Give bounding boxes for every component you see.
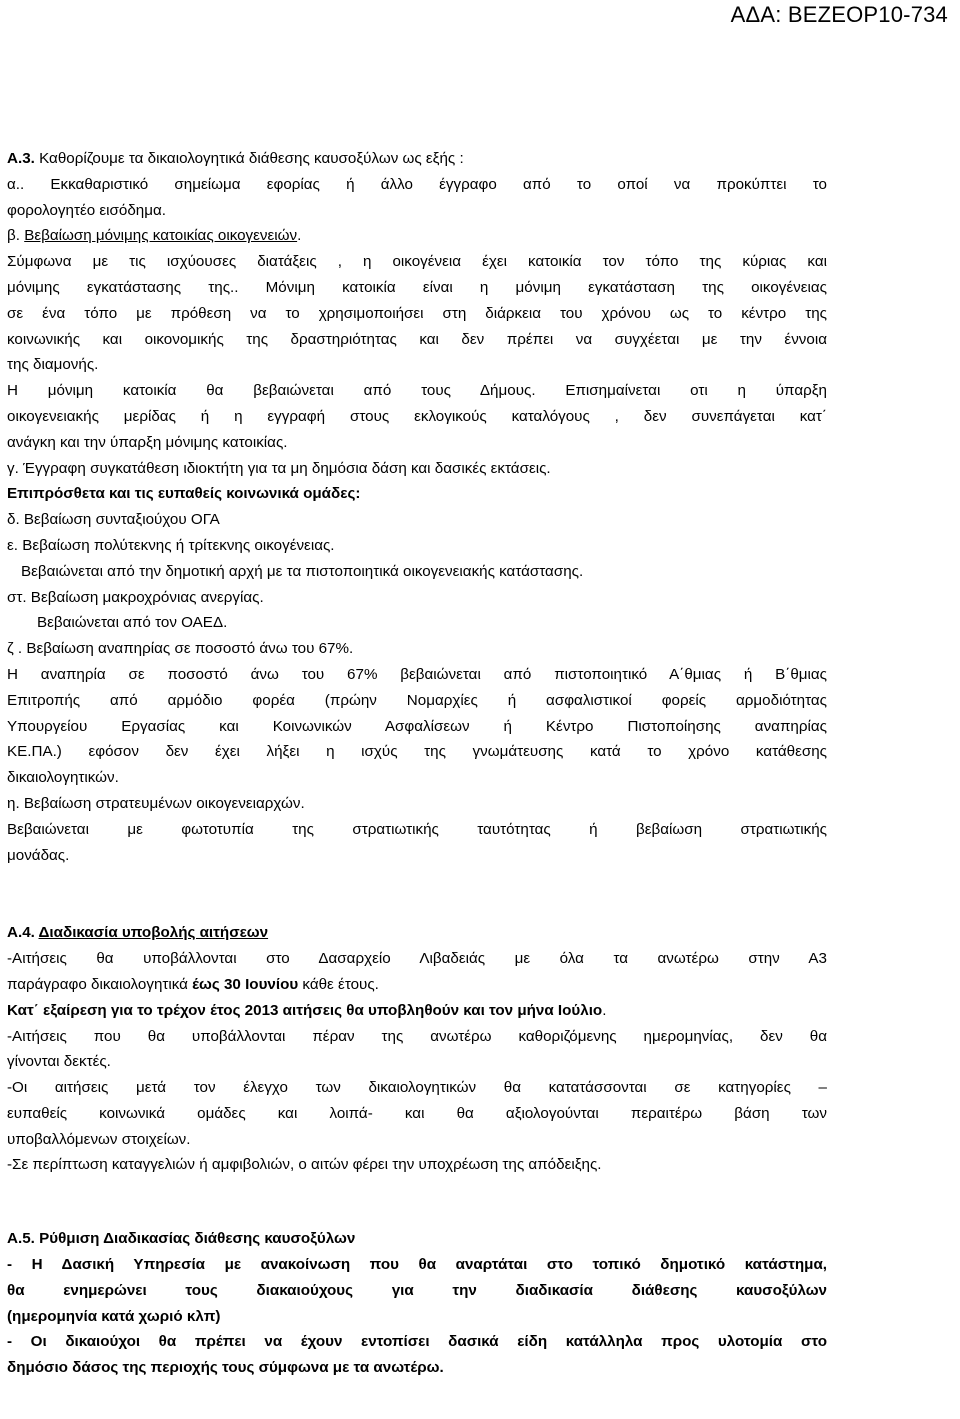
a5-line4: - Οι δικαιούχοι θα πρέπει να έχουν εντοπίσει δασικά είδη κατάλληλα προς υλοτομία στο: [7, 1333, 827, 1351]
item-epsilon: ε. Βεβαίωση πολύτεκνης ή τρίτεκνης οικογένειας.: [7, 536, 335, 554]
item-st: στ. Βεβαίωση μακροχρόνιας ανεργίας.: [7, 588, 264, 606]
section-a4-title: Διαδικασία υποβολής αιτήσεων: [38, 924, 269, 942]
disability-line2: Επιτροπής από αρμόδιο φορέα (πρώην Νομαρχίες ή ασφαλιστικοί φορείς αρμοδιότητας: [7, 691, 827, 709]
section-a5-heading: [7, 1226, 827, 1252]
section-a4-number: Α.4.: [7, 924, 35, 942]
item-beta-title: Βεβαίωση μόνιμης κατοικίας οικογενειών: [24, 227, 298, 245]
section-a5-number: Α.5.: [7, 1230, 35, 1248]
vulnerable-groups-heading: Επιπρόσθετα και τις ευπαθείς κοινωνικά ομάδες:: [7, 485, 361, 503]
a4-exception: [7, 998, 827, 1024]
item-epsilon-note: Βεβαιώνεται από την δημοτική αρχή με τα πιστοποιητικά οικογενειακής κατάστασης.: [21, 562, 584, 580]
residence-p1-line2: μόνιμης εγκατάστασης της.. Μόνιμη κατοικία είναι η μόνιμη εγκατάσταση της οικογένειας: [7, 278, 827, 296]
a5-line3: (ημερομηνία κατά χωριό κλπ): [7, 1307, 221, 1325]
a4-p3-line1: -Οι αιτήσεις μετά τον έλεγχο των δικαιολογητικών θα κατατάσσονται σε κατηγορίες –: [7, 1079, 827, 1097]
item-delta: δ. Βεβαίωση συνταξιούχου ΟΓΑ: [7, 511, 220, 529]
a5-line5: δημόσιο δάσος της περιοχής τους σύμφωνα με τα ανωτέρω.: [7, 1359, 444, 1377]
item-eta: η. Βεβαίωση στρατευμένων οικογενειαρχών.: [7, 794, 305, 812]
item-beta-suffix: .: [297, 227, 302, 245]
residence-p2-line3: ανάγκη και την ύπαρξη μόνιμης κατοικίας.: [7, 433, 288, 451]
section-a4-heading: [7, 920, 827, 946]
section-spacer: [7, 868, 827, 920]
item-zeta: ζ . Βεβαίωση αναπηρίας σε ποσοστό άνω του 67%.: [7, 640, 354, 658]
residence-p2-line1: Η μόνιμη κατοικία θα βεβαιώνεται από τους Δήμους. Επισημαίνεται οτι η ύπαρξη: [7, 382, 827, 400]
section-a5-title: Ρύθμιση Διαδικασίας διάθεσης καυσοξύλων: [39, 1230, 356, 1248]
a4-p3-line3: υποβαλλόμενων στοιχείων.: [7, 1130, 191, 1148]
disability-line5: δικαιολογητικών.: [7, 769, 119, 787]
a4-p3-line2: ευπαθείς κοινωνικά ομάδες και λοιπά- και θα αξιολογούνται περαιτέρω βάση των: [7, 1104, 827, 1122]
ada-code: ΑΔΑ: ΒΕΖΕΟΡ10-734: [730, 2, 948, 27]
item-alpha-line2: φορολογητέο εισόδημα.: [7, 201, 166, 219]
residence-p1-line3: σε ένα τόπο με πρόθεση να το χρησιμοποιήσει στη διάρκεια του χρόνου ως το κέντρο της: [7, 304, 827, 322]
item-gamma: γ. Έγγραφη συγκατάθεση ιδιοκτήτη για τα μη δημόσια δάση και δασικές εκτάσεις.: [7, 459, 551, 477]
item-beta: [7, 223, 827, 249]
a4-p4: -Σε περίπτωση καταγγελιών ή αμφιβολιών, ο αιτών φέρει την υποχρέωση της απόδειξης.: [7, 1156, 602, 1174]
a4-p1-line2: [7, 972, 827, 998]
a4-exception-text: Κατ΄ εξαίρεση για το τρέχον έτος 2013 αιτήσεις θα υποβληθούν και τον μήνα Ιούλιο: [7, 1001, 603, 1019]
a4-p1-line2-pre: παράγραφο δικαιολογητικά: [7, 975, 193, 993]
a4-p2-line1: -Αιτήσεις που θα υποβάλλονται πέραν της ανωτέρω καθοριζόμενης ημερομηνίας, δεν θα: [7, 1027, 827, 1045]
section-spacer: [7, 1178, 827, 1226]
residence-p1-line1: Σύμφωνα με τις ισχύουσες διατάξεις , η οικογένεια έχει κατοικία τον τόπο της κύριας και: [7, 253, 827, 271]
residence-p1-line4: κοινωνικής και οικονομικής της δραστηριότητας και δεν πρέπει να συγχέεται με την έννοια: [7, 330, 827, 348]
disability-line1: Η αναπηρία σε ποσοστό άνω του 67% βεβαιώνεται από πιστοποιητικό Α΄θμιας ή Β΄θμιας: [7, 665, 827, 683]
section-a3-number: Α.3.: [7, 150, 35, 167]
item-alpha-line1: α.. Εκκαθαριστικό σημείωμα εφορίας ή άλλο έγγραφο από το οποί να προκύπτει το: [7, 175, 827, 193]
a4-p1-line2-post: κάθε έτους.: [298, 975, 379, 993]
a4-deadline: έως 30 Ιουνίου: [192, 975, 299, 993]
residence-p2-line2: οικογενειακής μερίδας ή η εγγραφή στους εκλογικούς καταλόγους , δεν συνεπάγεται κατ΄: [7, 407, 827, 425]
item-st-note: Βεβαιώνεται από τον ΟΑΕΔ.: [37, 614, 228, 632]
disability-line3: Υπουργείου Εργασίας και Κοινωνικών Ασφαλίσεων ή Κέντρο Πιστοποίησης αναπηρίας: [7, 717, 827, 735]
a5-line1: - Η Δασική Υπηρεσία με ανακοίνωση που θα αναρτάται στο τοπικό δημοτικό κατάστημα,: [7, 1256, 827, 1274]
a4-p2-line2: γίνονται δεκτές.: [7, 1053, 111, 1071]
item-eta-line1: Βεβαιώνεται με φωτοτυπία της στρατιωτικής ταυτότητας ή βεβαίωση στρατιωτικής: [7, 820, 827, 838]
a5-line2: θα ενημερώνει τους διακαιούχους για την διαδικασία διάθεσης καυσοξύλων: [7, 1281, 827, 1299]
item-beta-prefix: β.: [7, 227, 20, 245]
residence-p1-line5: της διαμονής.: [7, 356, 99, 374]
section-a3-heading: [7, 146, 827, 172]
a4-p1-line1: -Αιτήσεις θα υποβάλλονται στο Δασαρχείο Λιβαδειάς με όλα τα ανωτέρω στην Α3: [7, 950, 827, 968]
document-body: [7, 146, 827, 1381]
section-a3-title: Καθορίζουμε τα δικαιολογητικά διάθεσης καυσοξύλων ως εξής :: [39, 150, 464, 167]
disability-line4: ΚΕ.ΠΑ.) εφόσον δεν έχει λήξει η ισχύς της γνωμάτευσης κατά το χρόνο κατάθεσης: [7, 743, 827, 761]
a4-exception-post: .: [602, 1001, 607, 1019]
item-eta-line2: μονάδας.: [7, 846, 70, 864]
